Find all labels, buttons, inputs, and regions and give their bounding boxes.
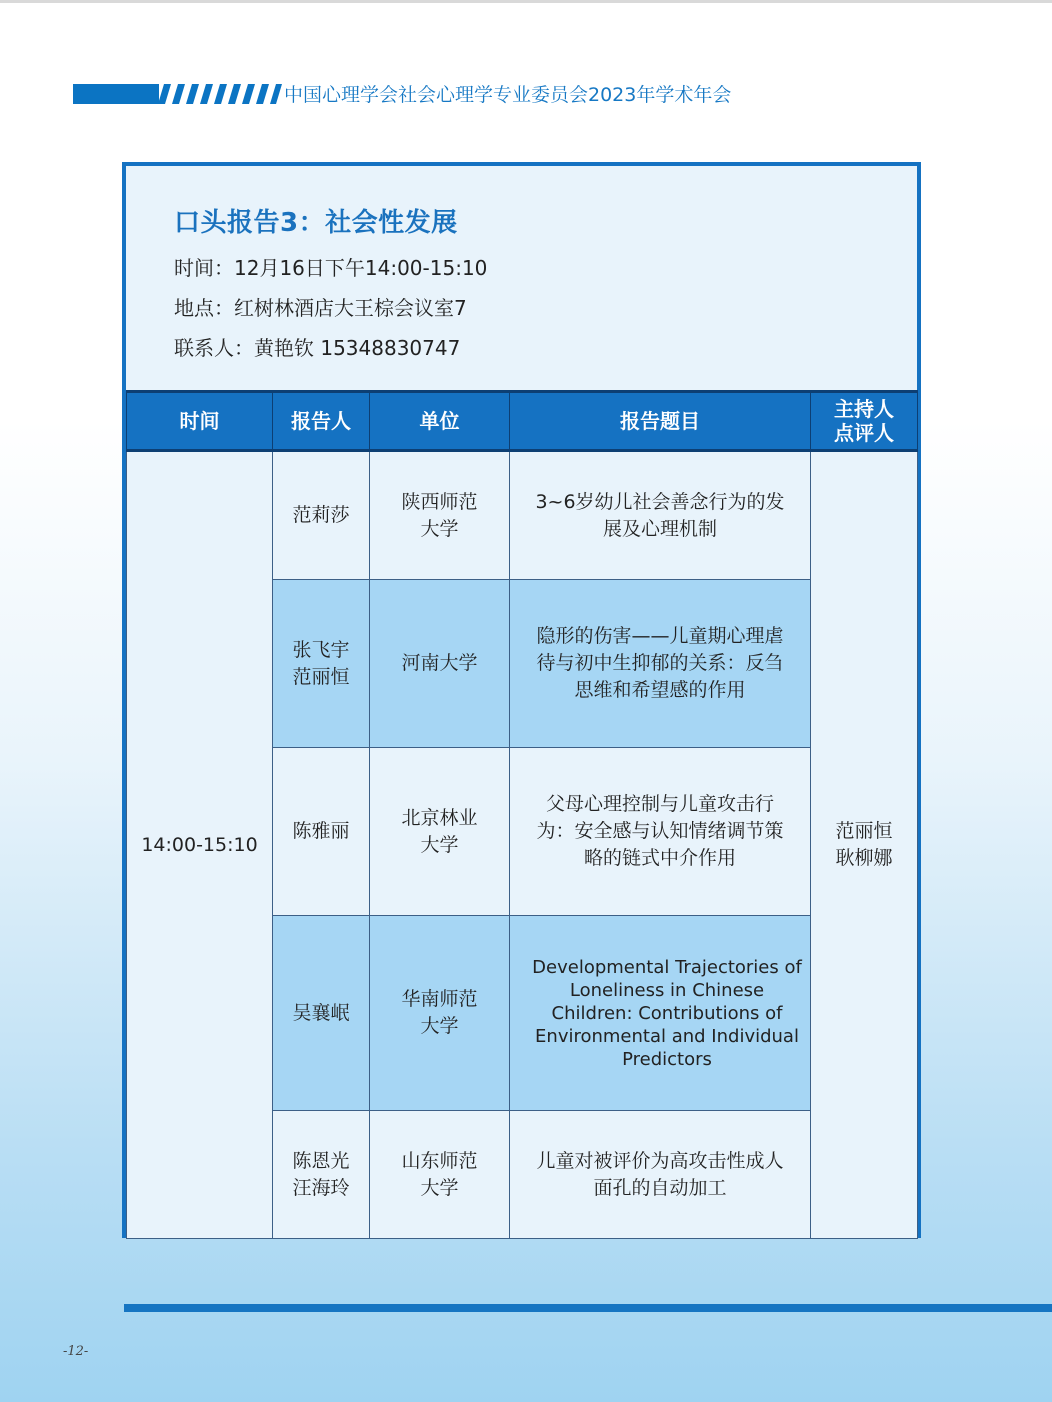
footer-bar [124, 1304, 1052, 1312]
report-topic: 父母心理控制与儿童攻击行 为：安全感与认知情绪调节策 略的链式中介作用 [510, 748, 811, 916]
header-speaker: 报告人 [273, 392, 370, 451]
time-slot: 14:00-15:10 [127, 451, 273, 1239]
affiliation: 山东师范 大学 [370, 1111, 510, 1239]
session-time: 时间：12月16日下午14:00-15:10 [174, 256, 488, 280]
header-accent-bar [73, 84, 159, 104]
schedule-table [126, 390, 918, 1239]
speaker-name: 张飞宇 范丽恒 [273, 580, 370, 748]
speaker-name: 范莉莎 [273, 451, 370, 580]
affiliation: 北京林业 大学 [370, 748, 510, 916]
header-time: 时间 [127, 392, 273, 451]
report-topic: 3~6岁幼儿社会善念行为的发 展及心理机制 [510, 451, 811, 580]
affiliation: 陕西师范 大学 [370, 451, 510, 580]
report-topic: Developmental Trajectories of Loneliness in Chinese Children: Contributions of Environmental and Individual Predictors [510, 916, 811, 1111]
header-affiliation: 单位 [370, 392, 510, 451]
host-reviewer: 范丽恒 耿柳娜 [811, 451, 918, 1239]
header-stripes-icon [158, 84, 282, 104]
speaker-name: 陈雅丽 [273, 748, 370, 916]
affiliation: 华南师范 大学 [370, 916, 510, 1111]
top-edge-line [0, 0, 1052, 3]
report-topic: 儿童对被评价为高攻击性成人 面孔的自动加工 [510, 1111, 811, 1239]
session-title: 口头报告3：社会性发展 [174, 208, 458, 238]
table-row [127, 451, 918, 580]
report-topic: 隐形的伤害——儿童期心理虐 待与初中生抑郁的关系：反刍 思维和希望感的作用 [510, 580, 811, 748]
speaker-name: 陈恩光 汪海玲 [273, 1111, 370, 1239]
header-topic: 报告题目 [510, 392, 811, 451]
conference-title: 中国心理学会社会心理学专业委员会2023年学术年会 [284, 84, 732, 106]
header-host: 主持人 点评人 [811, 392, 918, 451]
table-header-row [127, 392, 918, 451]
affiliation: 河南大学 [370, 580, 510, 748]
session-place: 地点：红树林酒店大王棕会议室7 [174, 296, 467, 320]
page-number: -12- [63, 1344, 89, 1359]
session-contact: 联系人：黄艳钦 15348830747 [174, 336, 461, 360]
speaker-name: 吴襄岷 [273, 916, 370, 1111]
session-card [122, 162, 921, 1238]
